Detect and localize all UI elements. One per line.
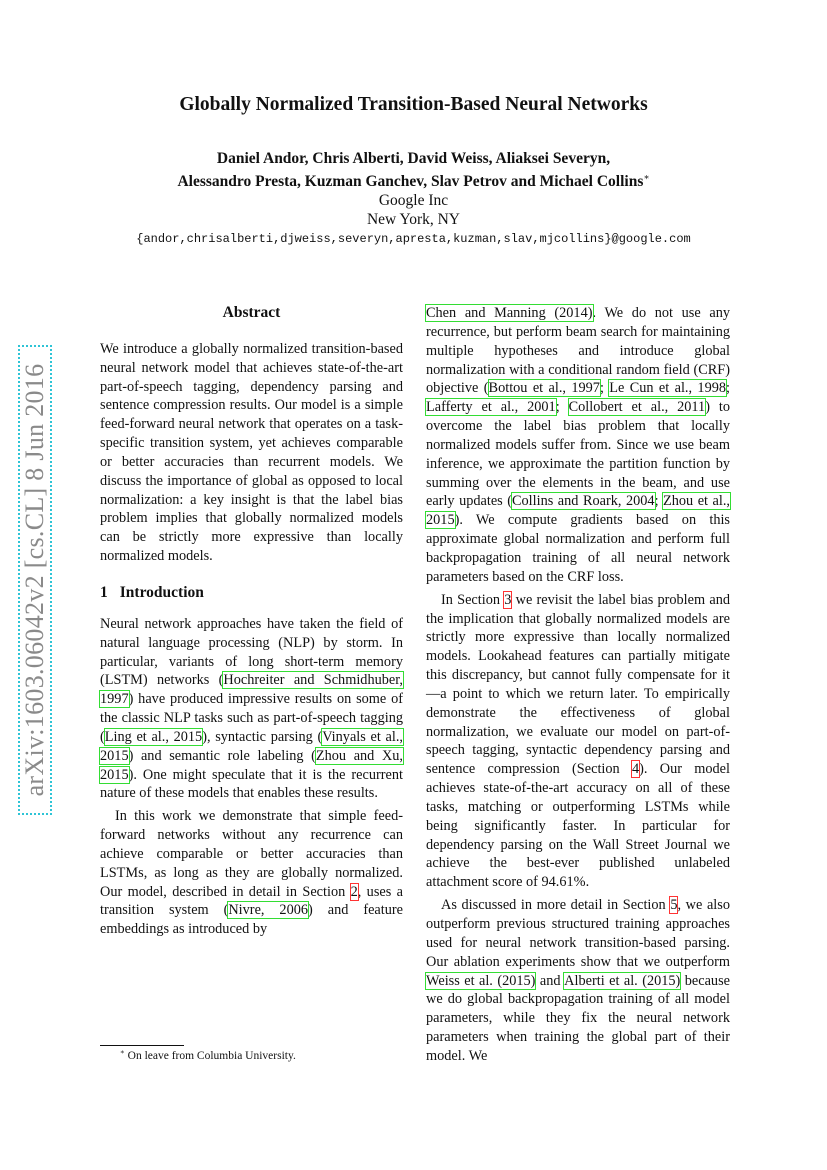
abstract-text: We introduce a globally normalized transition-based neural network model that achieves state-of-the-art part-of-speech tagging, dependency parsing and sentence compression results. Our model is a simple feed-forward neural network that operates on a task-specific transition system, yet achieves comparable or better accuracies than recurrent models. We discuss the importance of global as opposed to local normalization: a key insight is that the label bias problem implies that globally normalized models can be strictly more expressive than locally normalized models. xyxy=(100,340,403,565)
right-column xyxy=(426,304,730,1066)
citation-link[interactable]: Hochreiter and Schmidhuber, 1997 xyxy=(100,672,403,708)
arxiv-stamp-text: arXiv:1603.06042v2 [cs.CL] 8 Jun 2016 xyxy=(20,363,49,797)
citation-link[interactable]: Zhou et al., 2015 xyxy=(426,493,730,529)
intro-paragraph-1: Neural network approaches have taken the field of natural language processing (NLP) by storm. In particular, variants of long short-term memory (LSTM) networks (Hochreiter and Schmidhuber, 1997) have produced impressive results on some of the classic NLP tasks such as part-of-speech tagging (Ling et al., 2015), syntactic parsing (Vinyals et al., 2015) and semantic role labeling (Zhou and Xu, 2015). One might speculate that it is the recurrent nature of these models that enables these results. xyxy=(100,615,403,802)
citation-link[interactable]: Collobert et al., 2011 xyxy=(568,399,706,416)
author-block xyxy=(0,149,827,249)
footnote xyxy=(120,1048,296,1062)
section-ref-link[interactable]: 4 xyxy=(631,761,640,778)
footnote-rule xyxy=(100,1045,184,1046)
author-emails: {andor,chrisalberti,djweiss,severyn,apresta,kuzman,slav,mjcollins}@google.com xyxy=(136,232,691,247)
citation-link[interactable]: Weiss et al. (2015) xyxy=(426,972,536,989)
citation-link[interactable]: Nivre, 2006 xyxy=(228,902,309,919)
footnote-mark: ∗ xyxy=(120,1048,125,1056)
citation-link[interactable]: Vinyals et al., 2015 xyxy=(100,728,403,764)
location: New York, NY xyxy=(366,211,460,229)
citation-link[interactable]: Ling et al., 2015 xyxy=(104,728,203,745)
citation-link[interactable]: Le Cun et al., 1998 xyxy=(609,380,727,397)
section-ref-link[interactable]: 2 xyxy=(350,883,358,900)
right-paragraph-3: As discussed in more detail in Section 5, we also outperform previous structured training approaches used for neural network transition-based parsing. Our ablation experiments show that we outperform Weiss et al. (2015) and Alberti et al. (2015) because we do global backpropagation training of all model parameters, while they fix the neural network parameters when training the global part of their model. We xyxy=(426,897,730,1064)
authors-line-1: Daniel Andor, Chris Alberti, David Weiss, Aliaksei Severyn, xyxy=(216,150,611,167)
intro-paragraph-2: In this work we demonstrate that simple feed-forward networks without any recurrence can achieve comparable or better accuracies than LSTMs, as long as they are globally normalized. Our model, described in detail in Section 2, uses a transition system (Nivre, 2006) and feature embeddings as introduced by xyxy=(100,808,403,938)
section-ref-link[interactable]: 5 xyxy=(670,897,678,914)
citation-link[interactable]: Zhou and Xu, 2015 xyxy=(100,747,403,783)
section-ref-link[interactable]: 3 xyxy=(504,591,512,608)
footnote-text: On leave from Columbia University. xyxy=(127,1049,296,1062)
right-paragraph-1: Chen and Manning (2014). We do not use any recurrence, but perform beam search for maintaining multiple hypotheses and introduce global normalization with a conditional random field (CRF) objective (Bottou et al., 1997; Le Cun et al., 1998; Lafferty et al., 2001; Collobert et al., 2011) to overcome the label bias problem that locally normalized models suffer from. Since we use beam inference, we approximate the partition function by summing over the elements in the beam, and use early updates (Collins and Roark, 2004; Zhou et al., 2015). We compute gradients based on this approximate global normalization and perform full backpropagation training of all neural network parameters based on the CRF loss. xyxy=(426,305,731,585)
citation-link[interactable]: Lafferty et al., 2001 xyxy=(426,399,556,416)
affiliation: Google Inc xyxy=(378,192,449,210)
section-heading-introduction: 1 Introduction xyxy=(100,583,204,601)
citation-link[interactable]: Collins and Roark, 2004 xyxy=(512,493,655,510)
right-paragraph-2: In Section 3 we revisit the label bias problem and the implication that globally normalized models are strictly more expressive than locally normalized models. Lookahead features can partially mitigate this discrepancy, but cannot fully compensate for it—a point to which we return later. To empirically demonstrate the effectiveness of global normalization, we evaluate our model on part-of-speech tagging, syntactic dependency parsing and sentence compression (Section 4). Our model achieves state-of-the-art accuracy on all of these tasks, matching or outperforming LSTMs while being significantly faster. In particular for dependency parsing on the Wall Street Journal we achieve the best-ever published unlabeled attachment score of 94.61%. xyxy=(426,591,730,891)
abstract-heading: Abstract xyxy=(222,304,281,321)
author-footnote-mark: ∗ xyxy=(643,172,650,182)
citation-link[interactable]: Chen and Manning (2014) xyxy=(426,305,593,321)
arxiv-stamp-link[interactable] xyxy=(18,345,52,815)
citation-link[interactable]: Alberti et al. (2015) xyxy=(564,972,681,989)
left-column xyxy=(100,304,403,939)
paper-title: Globally Normalized Transition-Based Neural Networks xyxy=(179,94,648,115)
citation-link[interactable]: Bottou et al., 1997 xyxy=(488,380,600,397)
authors-line-2: Alessandro Presta, Kuzman Ganchev, Slav Petrov and Michael Collins∗ xyxy=(177,172,650,191)
